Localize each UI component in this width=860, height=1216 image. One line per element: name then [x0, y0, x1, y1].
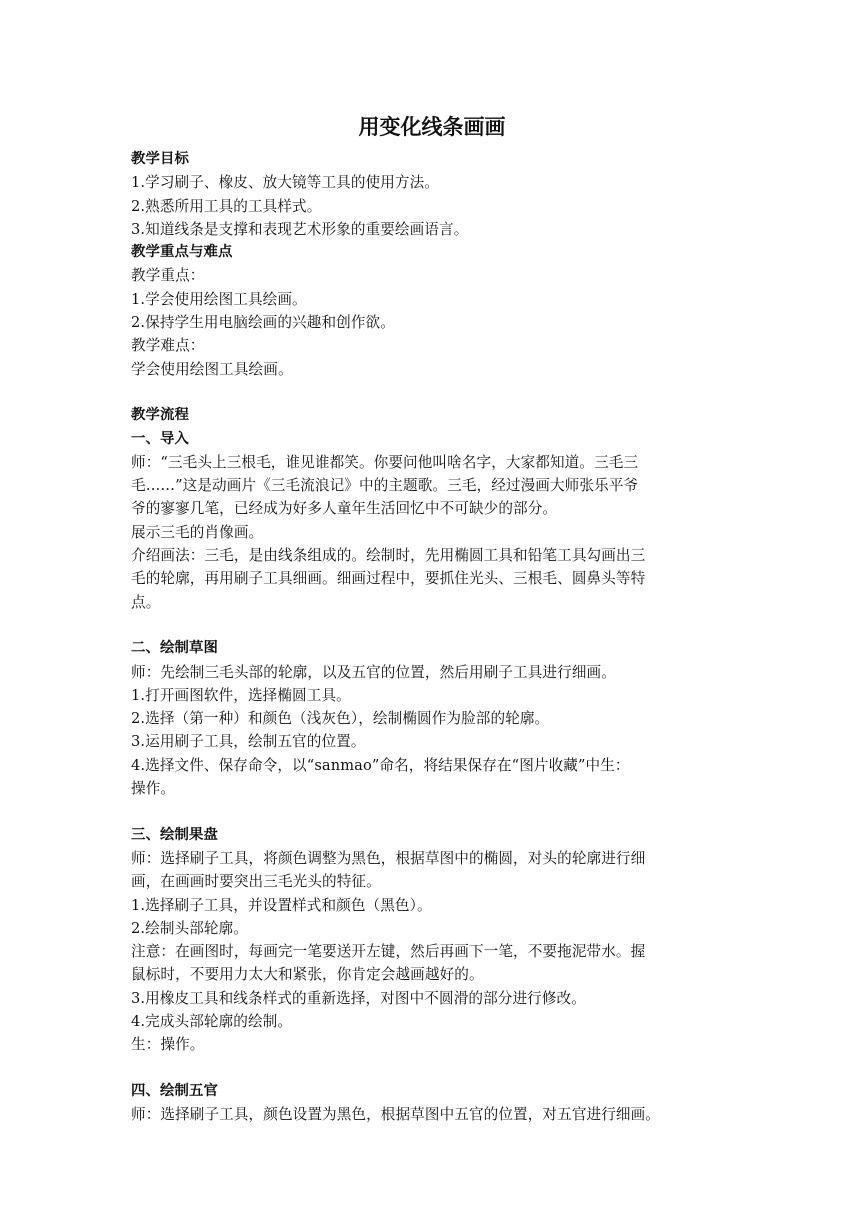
difficulty-label: 教学难点： [131, 337, 205, 355]
sketch-line: 2.选择（第一种）和颜色（浅灰色），绘制椭圆作为脸部的轮廓。 [131, 710, 550, 728]
sketch-line: 3.运用刷子工具，绘制五官的位置。 [131, 733, 366, 751]
focus-item: 1.学会使用绘图工具绘画。 [131, 290, 307, 308]
objective-item: 1.学习刷子、橡皮、放大镜等工具的使用方法。 [131, 174, 440, 192]
intro-heading: 一、导入 [131, 430, 189, 447]
sketch-line: 师：先绘制三毛头部的轮廓，以及五官的位置，然后用刷子工具进行细画。 [131, 663, 616, 681]
blank-line [131, 1057, 733, 1080]
focus-item: 2.保持学生用电脑绘画的兴趣和创作欲。 [131, 314, 395, 332]
fruit-line: 生：操作。 [131, 1036, 205, 1054]
sketch-line: 操作。 [131, 780, 176, 798]
focus-label: 教学重点： [131, 267, 205, 285]
sketch-line: 4.选择文件、保存命令，以“sanmao”命名，将结果保存在“图片收藏”中生： [131, 756, 630, 774]
objective-item: 2.熟悉所用工具的工具样式。 [131, 197, 322, 215]
key-points-heading: 教学重点与难点 [131, 244, 233, 261]
process-heading: 教学流程 [131, 407, 189, 424]
blank-line [131, 614, 733, 637]
intro-line: 介绍画法：三毛，是由线条组成的。绘制时，先用椭圆工具和铅笔工具勾画出三 [131, 547, 646, 565]
intro-line: 点。 [131, 593, 161, 611]
intro-line: 师：“三毛头上三根毛，谁见谁都笑。你要问他叫啥名字，大家都知道。三毛三 [131, 453, 639, 471]
intro-line: 毛……”这是动画片《三毛流浪记》中的主题歌。三毛，经过漫画大师张乐平爷 [131, 477, 639, 495]
fruit-line: 画，在画画时要突出三毛光头的特征。 [131, 873, 381, 891]
objective-item: 3.知道线条是支撑和表现艺术形象的重要绘画语言。 [131, 220, 469, 238]
blank-line [131, 381, 733, 404]
fruit-heading: 三、绘制果盘 [131, 826, 218, 843]
intro-line: 展示三毛的肖像画。 [131, 523, 264, 541]
sketch-heading: 二、绘制草图 [131, 640, 218, 657]
fruit-line: 3.用橡皮工具和线条样式的重新选择，对图中不圆滑的部分进行修改。 [131, 989, 586, 1007]
features-line: 师：选择刷子工具，颜色设置为黑色，根据草图中五官的位置，对五官进行细画。 [131, 1106, 660, 1124]
blank-line [131, 800, 733, 823]
fruit-line: 2.绘制头部轮廓。 [131, 919, 248, 937]
fruit-line: 注意：在画图时，每画完一笔要送开左键，然后再画下一笔，不要拖泥带水。握 [131, 943, 646, 961]
fruit-line: 1.选择刷子工具，并设置样式和颜色（黑色）。 [131, 896, 432, 914]
document-title: 用变化线条画画 [358, 115, 506, 139]
document-page [131, 112, 733, 1126]
objectives-heading: 教学目标 [131, 151, 189, 167]
fruit-line: 师：选择刷子工具，将颜色调整为黑色，根据草图中的椭圆，对头的轮廓进行细 [131, 849, 646, 867]
difficulty-text: 学会使用绘图工具绘画。 [131, 360, 293, 378]
features-heading: 四、绘制五官 [131, 1082, 218, 1099]
intro-line: 毛的轮廓，再用刷子工具细画。细画过程中，要抓住光头、三根毛、圆鼻头等特 [131, 570, 646, 588]
fruit-line: 鼠标时，不要用力太大和紧张，你肯定会越画越好的。 [131, 966, 484, 984]
intro-line: 爷的寥寥几笔，已经成为好多人童年生活回忆中不可缺少的部分。 [131, 500, 558, 518]
sketch-line: 1.打开画图软件，选择椭圆工具。 [131, 686, 351, 704]
fruit-line: 4.完成头部轮廓的绘制。 [131, 1012, 293, 1030]
